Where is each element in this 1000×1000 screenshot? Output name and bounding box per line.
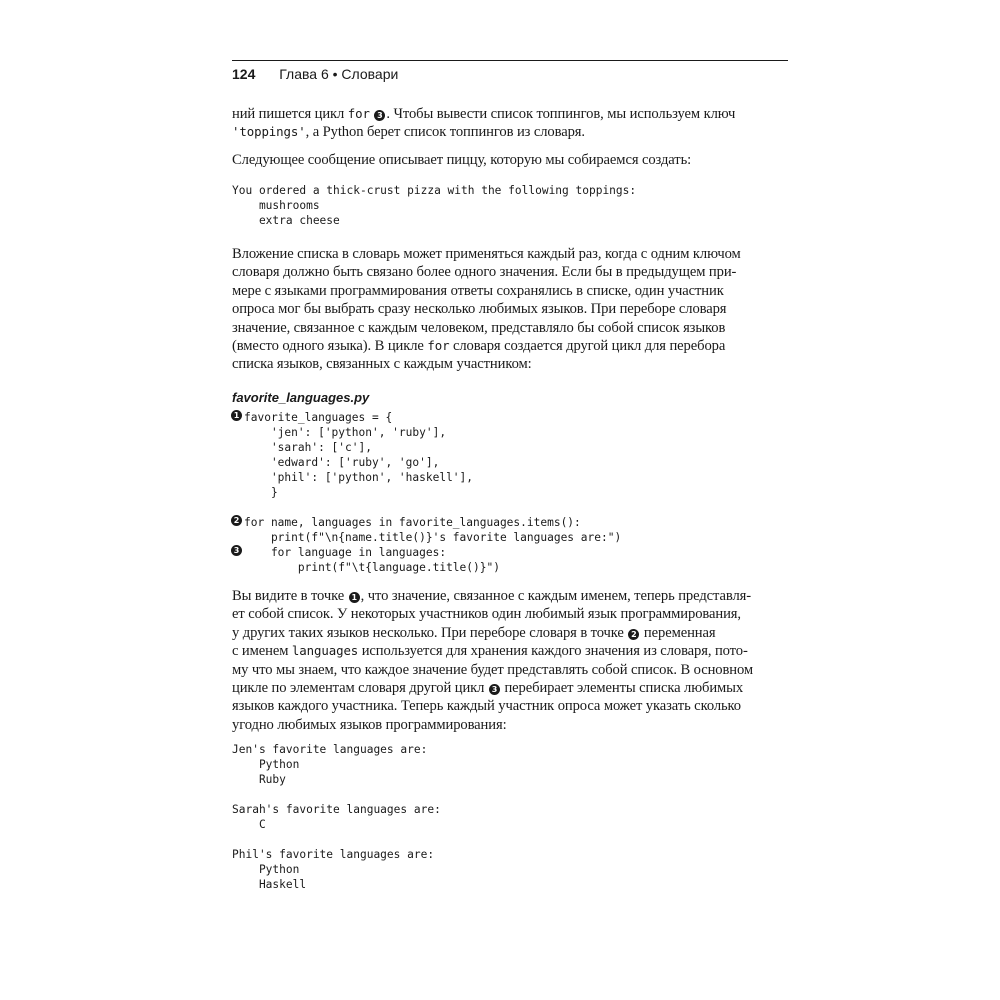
text-span: у других таких языков несколько. При переборе словаря в точке: [232, 624, 628, 641]
code-text: for name, languages in favorite_languages.items():: [244, 516, 581, 529]
listing-filename: [232, 389, 788, 407]
text-span: (вместо одного языка). В цикле: [232, 338, 428, 355]
text-span: ет собой список. У некоторых участников один любимый язык программирования,: [232, 606, 741, 623]
text-span: перебирает элементы списка любимых: [500, 680, 744, 697]
inline-code: 'toppings': [232, 124, 306, 140]
code-line: [230, 423, 786, 438]
code-output: You ordered a thick-crust pizza with the following toppings: mushrooms extra cheese: [232, 184, 637, 227]
text-span: Вы видите в точке: [232, 588, 348, 604]
text-span: с именем: [232, 643, 292, 660]
text-span: опроса мог бы выбрать сразу несколько любимых языков. При переборе словаря: [232, 301, 727, 318]
code-output: Jen's favorite languages are: Python Ruby Sarah's favorite languages are: C Phil's favorite languages are: Python Haskell: [232, 743, 441, 891]
text-span: мере с языками программирования ответы сохранялись в списке, один участник: [232, 282, 724, 299]
text-span: цикле по элементам словаря другой цикл: [232, 680, 488, 697]
filename-label: favorite_languages.py: [232, 390, 370, 405]
code-line: [230, 498, 786, 513]
callout-marker-icon: 3: [374, 110, 385, 121]
code-text: 'sarah': ['c'],: [244, 441, 372, 454]
text-span: словаря создается другой цикл для перебора: [449, 338, 726, 355]
inline-code: for: [427, 338, 450, 354]
paragraph-2: [232, 151, 788, 169]
callout-marker-icon: 2: [231, 515, 242, 526]
code-text: print(f"\n{name.title()}'s favorite languages are:"): [244, 531, 622, 544]
code-line: [230, 483, 786, 498]
output-block-2: [232, 742, 788, 892]
code-text: }: [244, 486, 278, 499]
paragraph-text: Следующее сообщение описывает пиццу, которую мы собираемся создать:: [232, 152, 692, 168]
code-text: 'edward': ['ruby', 'go'],: [244, 456, 440, 469]
callout-marker-icon: 3: [231, 545, 242, 556]
running-header: [232, 60, 788, 85]
text-span: му что мы знаем, что каждое значение будет представлять собой список. В основном: [232, 661, 754, 678]
code-line: [230, 408, 786, 423]
text-span: языков каждого участника. Теперь каждый участник опроса может указать сколько: [232, 698, 742, 715]
inline-code: for: [347, 106, 370, 121]
text-span: списка языков, связанных с каждым участником:: [232, 356, 532, 373]
paragraph-4: [232, 587, 788, 734]
output-block-1: [232, 183, 788, 228]
code-line: [230, 543, 786, 558]
code-line: [230, 513, 786, 528]
callout-marker-icon: 3: [489, 684, 500, 695]
code-line: [230, 453, 786, 468]
text-span: , что значение, связанное с каждым именем, теперь представля-: [360, 588, 752, 604]
paragraph-text: [232, 245, 788, 374]
code-line: [230, 468, 786, 483]
code-text: print(f"\t{language.title()}"): [244, 561, 500, 574]
text-span: , а Python берет список топпингов из словаря.: [305, 124, 585, 141]
text-span: значение, связанное с каждым человеком, представляло бы собой список языков: [232, 319, 726, 336]
code-text: favorite_languages = {: [244, 411, 393, 424]
text-span: Вложение списка в словарь может применяться каждый раз, когда с одним ключом: [232, 246, 741, 262]
code-line: [230, 438, 786, 453]
code-line: [230, 528, 786, 543]
text-span: . Чтобы вывести список топпингов, мы используем ключ: [386, 106, 736, 122]
text-span: используется для хранения каждого значения из словаря, пото-: [358, 643, 748, 660]
paragraph-3: [232, 245, 788, 374]
text-span: ний пишется цикл: [232, 106, 348, 122]
page-number: 124: [232, 66, 256, 82]
paragraph-1: [232, 105, 788, 142]
code-text: 'phil': ['python', 'haskell'],: [244, 471, 474, 484]
text-span: переменная: [640, 624, 716, 641]
callout-marker-icon: 1: [349, 592, 360, 603]
callout-marker-icon: 1: [231, 410, 242, 421]
code-line: [230, 558, 786, 573]
code-text: 'jen': ['python', 'ruby'],: [244, 426, 447, 439]
book-page: [232, 0, 788, 1000]
text-span: угодно любимых языков программирования:: [232, 716, 507, 733]
code-text: for language in languages:: [244, 546, 447, 559]
chapter-title: Глава 6 • Словари: [279, 66, 399, 82]
callout-marker-icon: 2: [628, 629, 639, 640]
text-span: словаря должно быть связано более одного значения. Если бы в предыдущем при-: [232, 264, 737, 281]
code-listing: [230, 408, 786, 573]
inline-code: languages: [291, 643, 359, 659]
